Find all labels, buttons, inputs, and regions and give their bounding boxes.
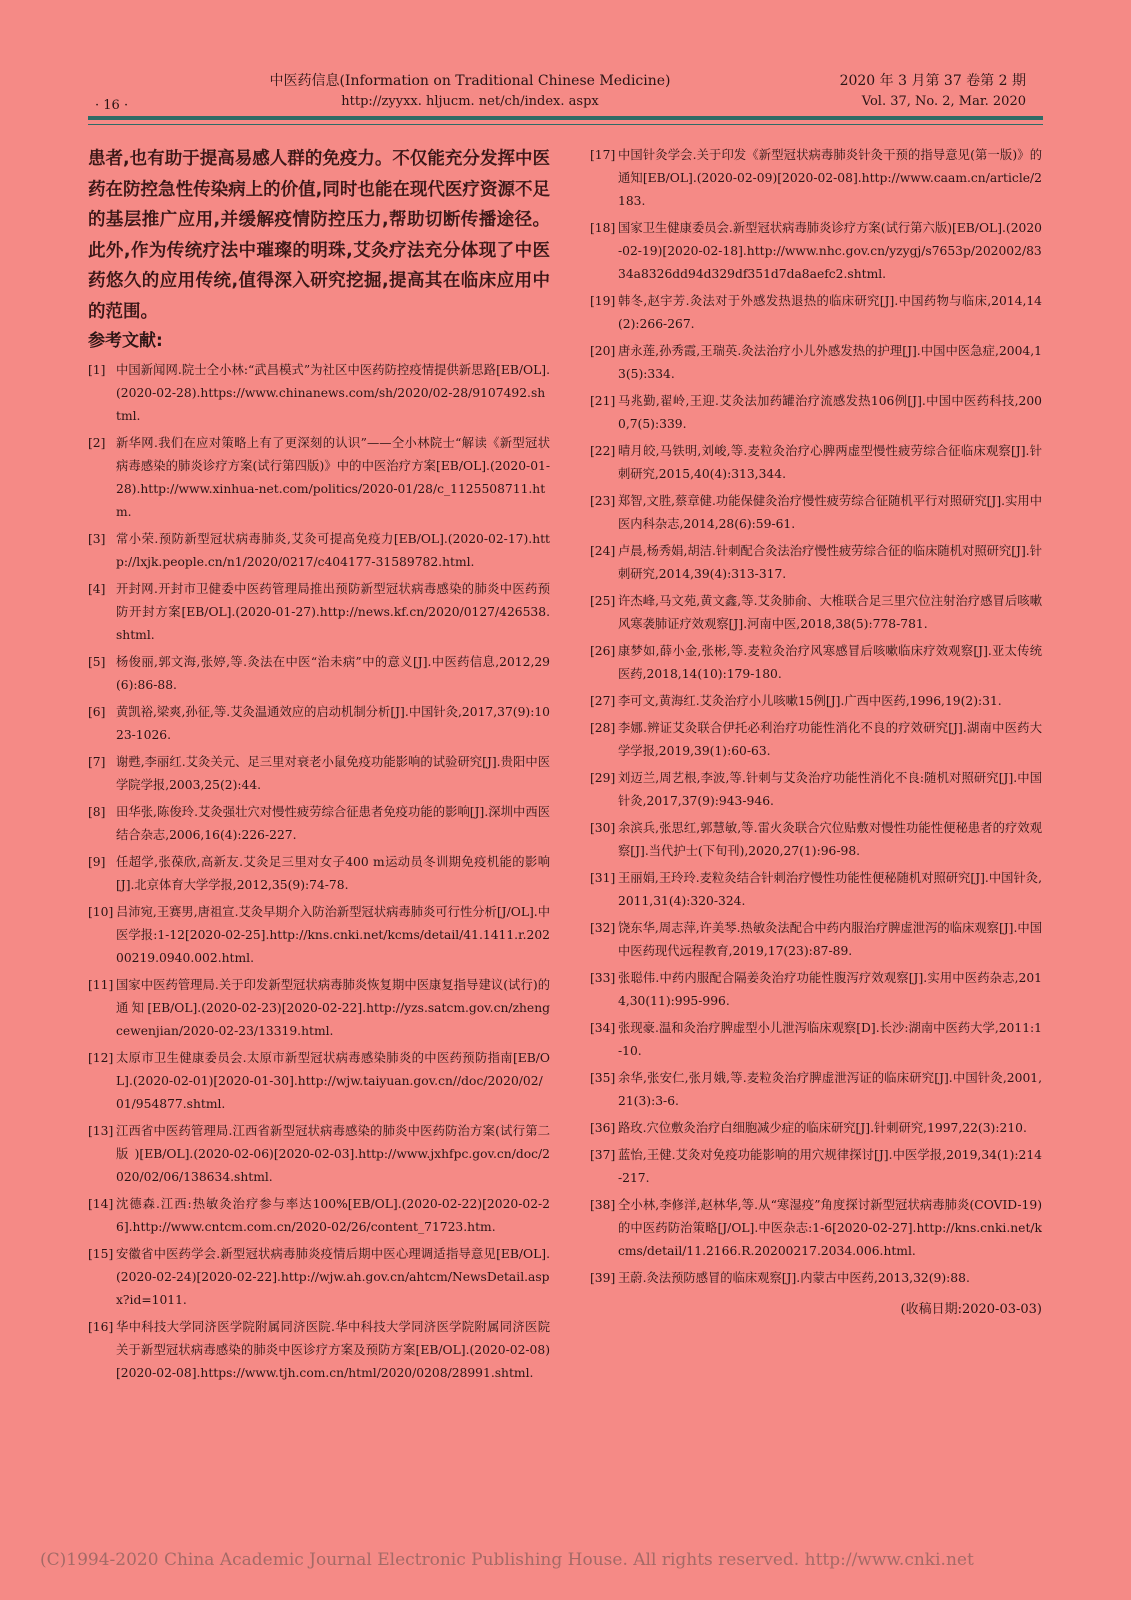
reference-text: 王丽娟,王玲玲.麦粒灸结合针刺治疗慢性功能性便秘随机对照研究[J].中国针灸,2011,31(4):320-324.	[618, 871, 1042, 908]
reference-number: [12]	[88, 1051, 114, 1065]
reference-item	[590, 917, 1042, 963]
reference-item	[88, 578, 550, 647]
reference-number: [6]	[88, 705, 106, 719]
reference-item	[590, 1194, 1042, 1263]
reference-number: [8]	[88, 805, 106, 819]
reference-text: 国家卫生健康委员会.新型冠状病毒肺炎诊疗方案(试行第六版)[EB/OL].(2020-02-19)[2020-02-18].http://www.nhc.gov.cn/yzygj/s7653p/202002/8334a8326dd94d329df351d7da8aefc2.shtml.	[618, 221, 1042, 281]
reference-item	[590, 390, 1042, 436]
reference-item	[590, 640, 1042, 686]
reference-number: [24]	[590, 544, 616, 558]
reference-text: 杨俊丽,郭文海,张婷,等.灸法在中医“治未病”中的意义[J].中医药信息,2012,29(6):86-88.	[116, 655, 550, 692]
reference-number: [33]	[590, 971, 616, 985]
reference-text: 王蔚.灸法预防感冒的临床观察[J].内蒙古中医药,2013,32(9):88.	[618, 1271, 970, 1285]
reference-item	[590, 440, 1042, 486]
reference-item	[88, 359, 550, 428]
references-list-left	[88, 359, 550, 1385]
reference-item	[88, 801, 550, 847]
reference-item	[88, 751, 550, 797]
reference-text: 安徽省中医药学会.新型冠状病毒肺炎疫情后期中医心理调适指导意见[EB/OL].(2020-02-24)[2020-02-22].http://wjw.ah.gov.cn/ahtcm/NewsDetail.aspx?id=1011.	[116, 1247, 550, 1307]
reference-text: 李可文,黄海红.艾灸治疗小儿咳嗽15例[J].广西中医药,1996,19(2):31.	[618, 694, 1002, 708]
reference-text: 黄凯裕,梁爽,孙征,等.艾灸温通效应的启动机制分析[J].中国针灸,2017,37(9):1023-1026.	[116, 705, 550, 742]
reference-item	[590, 1267, 1042, 1290]
reference-number: [31]	[590, 871, 616, 885]
journal-url: http://zyyxx. hljucm. net/ch/index. aspx	[341, 94, 599, 109]
reference-text: 任超学,张葆欣,高新友.艾灸足三里对女子400 m运动员冬训期免疫机能的影响[J].北京体育大学学报,2012,35(9):74-78.	[116, 855, 550, 892]
received-date: (收稿日期:2020-03-03)	[900, 1302, 1042, 1317]
reference-number: [39]	[590, 1271, 616, 1285]
reference-item	[88, 1316, 550, 1385]
reference-text: 中国针灸学会.关于印发《新型冠状病毒肺炎针灸干预的指导意见(第一版)》的通知[EB/OL].(2020-02-09)[2020-02-08].http://www.caam.cn/article/2183.	[618, 148, 1042, 208]
reference-item	[590, 144, 1042, 213]
issue-date: 2020 年 3 月第 37 卷第 2 期	[839, 73, 1026, 89]
reference-number: [26]	[590, 644, 616, 658]
reference-number: [29]	[590, 771, 616, 785]
copyright-footer: (C)1994-2020 China Academic Journal Electronic Publishing House. All rights reserved. http://www.cnki.net	[40, 1550, 974, 1570]
reference-text: 韩冬,赵宇芳.灸法对于外感发热退热的临床研究[J].中国药物与临床,2014,14(2):266-267.	[618, 294, 1042, 331]
reference-text: 吕沛宛,王赛男,唐祖宣.艾灸早期介入防治新型冠状病毒肺炎可行性分析[J/OL].中医学报:1-12[2020-02-25].http://kns.cnki.net/kcms/detail/41.1411.r.20200219.0940.002.html.	[116, 905, 550, 965]
page-number: · 16 ·	[95, 98, 129, 113]
reference-number: [30]	[590, 821, 616, 835]
reference-number: [14]	[88, 1197, 114, 1211]
reference-text: 张现豪.温和灸治疗脾虚型小儿泄泻临床观察[D].长沙:湖南中医药大学,2011:1-10.	[618, 1021, 1042, 1058]
reference-number: [16]	[88, 1320, 114, 1334]
reference-text: 李娜.辨证艾灸联合伊托必利治疗功能性消化不良的疗效研究[J].湖南中医药大学学报,2019,39(1):60-63.	[618, 721, 1042, 758]
reference-number: [19]	[590, 294, 616, 308]
left-column	[88, 144, 550, 1389]
reference-item	[88, 651, 550, 697]
reference-text: 华中科技大学同济医学院附属同济医院.华中科技大学同济医学院附属同济医院关于新型冠状病毒感染的肺炎中医诊疗方案及预防方案[EB/OL].(2020-02-08)[2020-02-08].https://www.tjh.com.cn/html/2020/0208/28991.shtml.	[116, 1320, 550, 1380]
reference-number: [38]	[590, 1198, 616, 1212]
reference-text: 国家中医药管理局.关于印发新型冠状病毒肺炎恢复期中医康复指导建议(试行)的通知[EB/OL].(2020-02-23)[2020-02-22].http://yzs.satcm.gov.cn/zhengcewenjian/2020-02-23/13319.html.	[116, 978, 550, 1038]
issue-volume: Vol. 37, No. 2, Mar. 2020	[861, 94, 1026, 109]
reference-number: [28]	[590, 721, 616, 735]
reference-item	[590, 590, 1042, 636]
reference-number: [21]	[590, 394, 616, 408]
reference-text: 沈德森.江西:热敏灸治疗参与率达100%[EB/OL].(2020-02-22)[2020-02-26].http://www.cntcm.com.cn/2020-02/26/content_71723.htm.	[116, 1197, 550, 1234]
header-rule-thick	[88, 116, 1043, 120]
references-list-right	[590, 144, 1042, 1290]
reference-text: 刘迈兰,周艺根,李波,等.针刺与艾灸治疗功能性消化不良:随机对照研究[J].中国针灸,2017,37(9):943-946.	[618, 771, 1042, 808]
reference-number: [13]	[88, 1124, 114, 1138]
reference-item	[590, 967, 1042, 1013]
reference-number: [10]	[88, 905, 114, 919]
references-heading: 参考文献:	[88, 331, 163, 351]
reference-number: [15]	[88, 1247, 114, 1261]
reference-text: 谢甦,李丽红.艾灸关元、足三里对衰老小鼠免疫功能影响的试验研究[J].贵阳中医学院学报,2003,25(2):44.	[116, 755, 550, 792]
running-header	[0, 60, 1131, 120]
reference-text: 路玫.穴位敷灸治疗白细胞减少症的临床研究[J].针刺研究,1997,22(3):210.	[618, 1121, 1027, 1135]
reference-item	[590, 1017, 1042, 1063]
reference-item	[88, 1193, 550, 1239]
reference-text: 蓝怡,王健.艾灸对免疫功能影响的用穴规律探讨[J].中医学报,2019,34(1):214-217.	[618, 1148, 1042, 1185]
reference-number: [11]	[88, 978, 114, 992]
reference-item	[590, 817, 1042, 863]
header-rule-thin	[88, 124, 1043, 125]
reference-item	[88, 432, 550, 524]
reference-item	[88, 974, 550, 1043]
reference-item	[590, 1067, 1042, 1113]
reference-text: 郑智,文胜,蔡章健.功能保健灸治疗慢性疲劳综合征随机平行对照研究[J].实用中医内科杂志,2014,28(6):59-61.	[618, 494, 1042, 531]
reference-item	[88, 1120, 550, 1189]
reference-text: 马兆勤,翟岭,王迎.艾灸法加药罐治疗流感发热106例[J].中国中医药科技,2000,7(5):339.	[618, 394, 1042, 431]
reference-number: [35]	[590, 1071, 616, 1085]
reference-number: [32]	[590, 921, 616, 935]
reference-item	[590, 540, 1042, 586]
reference-item	[590, 490, 1042, 536]
reference-number: [22]	[590, 444, 616, 458]
reference-item	[88, 1243, 550, 1312]
reference-number: [18]	[590, 221, 616, 235]
intro-paragraph: 患者,也有助于提高易感人群的免疫力。不仅能充分发挥中医药在防控急性传染病上的价值,同时也能在现代医疗资源不足的基层推广应用,并缓解疫情防控压力,帮助切断传播途径。此外,作为传统疗法中璀璨的明珠,艾灸疗法充分体现了中医药悠久的应用传统,值得深入研究挖掘,提高其在临床应用中的范围。	[88, 149, 550, 322]
reference-text: 康梦如,薛小金,张彬,等.麦粒灸治疗风寒感冒后咳嗽临床疗效观察[J].亚太传统医药,2018,14(10):179-180.	[618, 644, 1042, 681]
reference-text: 江西省中医药管理局.江西省新型冠状病毒感染的肺炎中医药防治方案(试行第二版)[EB/OL].(2020-02-06)[2020-02-03].http://www.jxhfpc.gov.cn/doc/2020/02/06/138634.shtml.	[116, 1124, 550, 1184]
reference-item	[590, 290, 1042, 336]
journal-title: 中医药信息(Information on Traditional Chinese Medicine)	[269, 73, 671, 89]
reference-number: [25]	[590, 594, 616, 608]
reference-text: 晴月皎,马铁明,刘峻,等.麦粒灸治疗心脾两虚型慢性疲劳综合征临床观察[J].针刺研究,2015,40(4):313,344.	[618, 444, 1042, 481]
reference-text: 开封网.开封市卫健委中医药管理局推出预防新型冠状病毒感染的肺炎中医药预防开封方案[EB/OL].(2020-01-27).http://news.kf.cn/2020/0127/426538.shtml.	[116, 582, 550, 642]
reference-number: [37]	[590, 1148, 616, 1162]
reference-number: [27]	[590, 694, 616, 708]
reference-number: [2]	[88, 436, 106, 450]
reference-item	[590, 717, 1042, 763]
reference-item	[590, 690, 1042, 713]
reference-text: 余滨兵,张思红,郭慧敏,等.雷火灸联合穴位贴敷对慢性功能性便秘患者的疗效观察[J].当代护士(下旬刊),2020,27(1):96-98.	[618, 821, 1042, 858]
reference-item	[590, 767, 1042, 813]
reference-item	[590, 1117, 1042, 1140]
reference-item	[88, 528, 550, 574]
reference-number: [20]	[590, 344, 616, 358]
reference-text: 余华,张安仁,张月娥,等.麦粒灸治疗脾虚泄泻证的临床研究[J].中国针灸,2001,21(3):3-6.	[618, 1071, 1042, 1108]
reference-text: 新华网.我们在应对策略上有了更深刻的认识”——仝小林院士“解读《新型冠状病毒感染的肺炎诊疗方案(试行第四版)》中的中医治疗方案[EB/OL].(2020-01-28).http://www.xinhua-net.com/politics/2020-01/28/c_1125508711.htm.	[116, 436, 550, 519]
reference-text: 卢晨,杨秀娟,胡洁.针刺配合灸法治疗慢性疲劳综合征的临床随机对照研究[J].针刺研究,2014,39(4):313-317.	[618, 544, 1042, 581]
reference-item	[88, 851, 550, 897]
reference-item	[590, 1144, 1042, 1190]
reference-item	[88, 701, 550, 747]
reference-number: [23]	[590, 494, 616, 508]
reference-item	[590, 340, 1042, 386]
reference-text: 仝小林,李修洋,赵林华,等.从“寒湿疫”角度探讨新型冠状病毒肺炎(COVID-19)的中医药防治策略[J/OL].中医杂志:1-6[2020-02-27].http://kns.cnki.net/kcms/detail/11.2166.R.20200217.2034.006.html.	[618, 1198, 1042, 1258]
reference-number: [5]	[88, 655, 106, 669]
reference-text: 饶东华,周志萍,许美琴.热敏灸法配合中药内服治疗脾虚泄泻的临床观察[J].中国中医药现代远程教育,2019,17(23):87-89.	[618, 921, 1042, 958]
reference-text: 唐永莲,孙秀霞,王瑞英.灸法治疗小儿外感发热的护理[J].中国中医急症,2004,13(5):334.	[618, 344, 1042, 381]
reference-number: [3]	[88, 532, 106, 546]
reference-number: [7]	[88, 755, 106, 769]
reference-number: [17]	[590, 148, 616, 162]
reference-text: 太原市卫生健康委员会.太原市新型冠状病毒感染肺炎的中医药预防指南[EB/OL].(2020-02-01)[2020-01-30].http://wjw.taiyuan.gov.cn//doc/2020/02/01/954877.shtml.	[116, 1051, 550, 1111]
reference-number: [4]	[88, 582, 106, 596]
reference-item	[88, 1047, 550, 1116]
reference-number: [36]	[590, 1121, 616, 1135]
reference-number: [34]	[590, 1021, 616, 1035]
reference-text: 许杰峰,马文苑,黄文鑫,等.艾灸肺俞、大椎联合足三里穴位注射治疗感冒后咳嗽风寒袭肺证疗效观察[J].河南中医,2018,38(5):778-781.	[618, 594, 1042, 631]
reference-text: 常小荣.预防新型冠状病毒肺炎,艾灸可提高免疫力[EB/OL].(2020-02-17).http://lxjk.people.cn/n1/2020/0217/c404177-31589782.html.	[116, 532, 550, 569]
reference-number: [1]	[88, 363, 106, 377]
reference-text: 田华张,陈俊玲.艾灸强壮穴对慢性疲劳综合征患者免疫功能的影响[J].深圳中西医结合杂志,2006,16(4):226-227.	[116, 805, 550, 842]
reference-item	[590, 867, 1042, 913]
reference-text: 张聪伟.中药内服配合隔姜灸治疗功能性腹泻疗效观察[J].实用中医药杂志,2014,30(11):995-996.	[618, 971, 1042, 1008]
reference-item	[590, 217, 1042, 286]
reference-text: 中国新闻网.院士仝小林:“武昌模式”为社区中医药防控疫情提供新思路[EB/OL].(2020-02-28).https://www.chinanews.com/sh/2020/02-28/9107492.shtml.	[116, 363, 550, 423]
reference-item	[88, 901, 550, 970]
right-column	[590, 144, 1042, 1317]
reference-number: [9]	[88, 855, 106, 869]
